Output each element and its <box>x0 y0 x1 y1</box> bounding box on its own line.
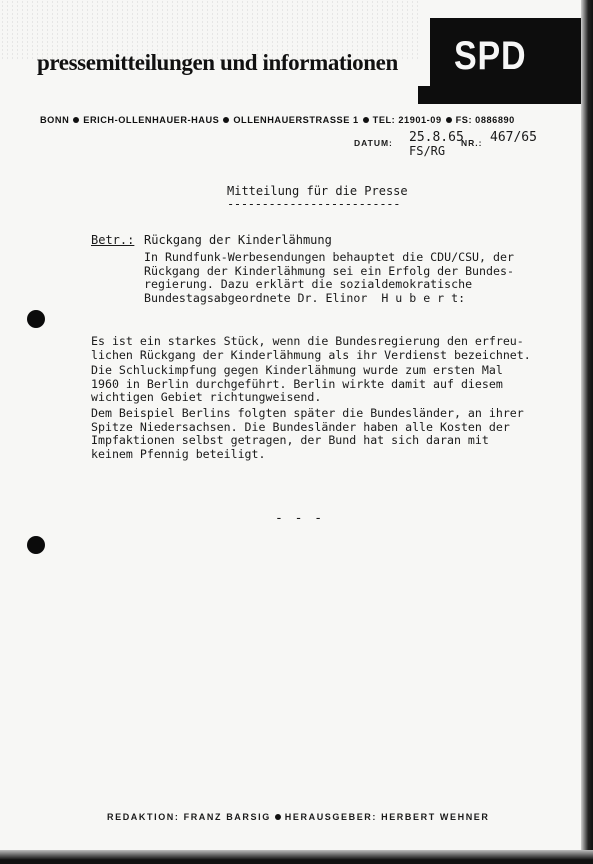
initials: FS/RG <box>409 144 446 158</box>
heading-rule: ------------------------- <box>227 197 401 211</box>
datum-value: 25.8.65 <box>409 130 464 145</box>
letterhead-title: pressemitteilungen und informationen <box>37 50 398 75</box>
footer-credits <box>107 812 490 822</box>
spd-logo: SPD <box>454 34 527 78</box>
punch-hole-icon <box>27 310 45 328</box>
nr-value: 467/65 <box>490 130 537 145</box>
address-line <box>40 115 515 125</box>
press-heading: Mitteilung für die Presse <box>227 184 408 198</box>
address-city: BONN <box>40 115 70 125</box>
paragraph-3: Dem Beispiel Berlins folgten später die Bundesländer, an ihrer Spitze Niedersachsen. Die Bundesländer haben alle Kosten der Impfaktionen selbst getragen, der Bund hat sich daran mit keinem Pfennig beteiligt. <box>91 406 524 461</box>
nr-label: NR.: <box>461 138 483 148</box>
scan-edge-right <box>581 0 593 864</box>
address-phone: TEL: 21901-09 <box>372 115 442 125</box>
address-building: ERICH-OLLENHAUER-HAUS <box>83 115 220 125</box>
scan-edge-bottom <box>0 850 593 864</box>
logo-notch <box>418 18 430 86</box>
address-street: OLLENHAUERSTRASSE 1 <box>233 115 359 125</box>
subject-label: Betr.: <box>91 233 135 247</box>
footer-herausgeber: HERAUSGEBER: HERBERT WEHNER <box>284 812 490 822</box>
subject-value: Rückgang der Kinderlähmung <box>144 233 332 247</box>
paragraph-1: Es ist ein starkes Stück, wenn die Bundesregierung den erfreu- lichen Rückgang der Kinderlähmung als ihr Verdienst bezeichnet. <box>91 334 531 362</box>
bullet-icon <box>275 814 281 820</box>
end-mark: - - - <box>275 511 325 526</box>
punch-hole-icon <box>27 536 45 554</box>
bullet-icon <box>363 117 369 123</box>
bullet-icon <box>446 117 452 123</box>
bullet-icon <box>73 117 79 123</box>
bullet-icon <box>223 117 229 123</box>
address-telex: FS: 0886890 <box>455 115 515 125</box>
intro-paragraph: In Rundfunk-Werbesendungen behauptet die CDU/CSU, der Rückgang der Kinderlähmung sei ein Erfolg der Bundes- regierung. Dazu erklärt die sozialdemokratische Bundestagsabgeordnete Dr. Elinor H u b e r t: <box>144 250 514 305</box>
paragraph-2: Die Schluckimpfung gegen Kinderlähmung wurde zum ersten Mal 1960 in Berlin durchgeführt. Berlin wirkte damit auf diesem wichtigen Gebiet richtungweisend. <box>91 363 503 404</box>
datum-label: DATUM: <box>354 138 393 148</box>
footer-redaktion: REDAKTION: FRANZ BARSIG <box>107 812 271 822</box>
